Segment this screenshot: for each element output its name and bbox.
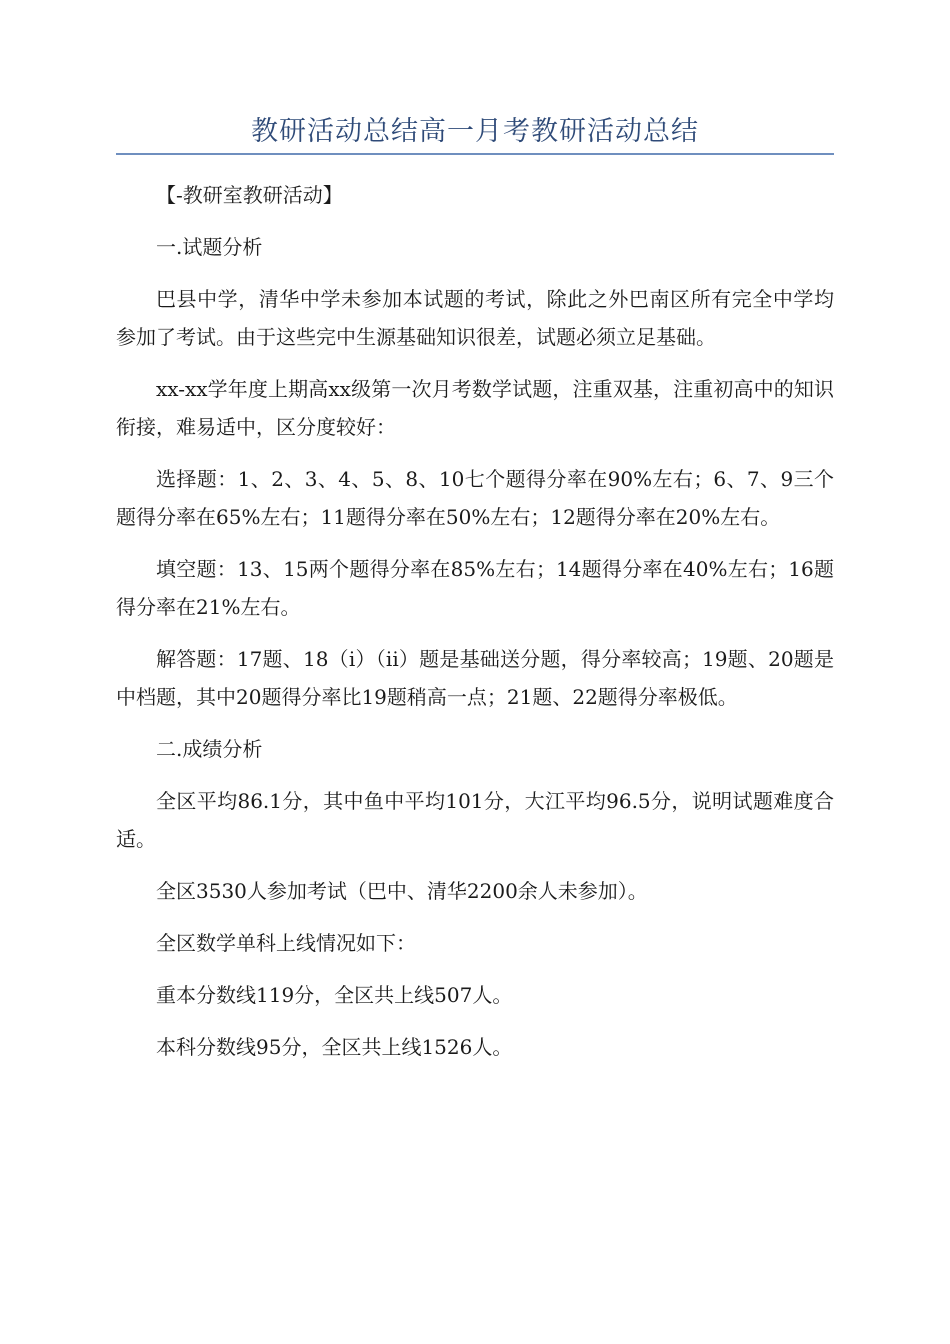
paragraph: 全区平均86.1分，其中鱼中平均101分，大江平均96.5分，说明试题难度合适。 [116, 789, 834, 851]
paragraph: xx-xx学年度上期高xx级第一次月考数学试题，注重双基，注重初高中的知识衔接，难易适中，区分度较好： [116, 377, 834, 439]
heading-question-analysis: 一.试题分析 [156, 235, 263, 259]
paragraph: 本科分数线95分，全区共上线1526人。 [156, 1035, 513, 1059]
paragraph: 填空题：13、15两个题得分率在85%左右；14题得分率在40%左右；16题得分率在21%左右。 [116, 557, 834, 619]
paragraph: 重本分数线119分，全区共上线507人。 [156, 983, 513, 1007]
paragraph: 巴县中学，清华中学未参加本试题的考试，除此之外巴南区所有完全中学均参加了考试。由于这些完中生源基础知识很差，试题必须立足基础。 [116, 287, 834, 349]
document-body [116, 176, 834, 1080]
paragraph: 解答题：17题、18（i）（ii）题是基础送分题，得分率较高；19题、20题是中档题，其中20题得分率比19题稍高一点；21题、22题得分率极低。 [116, 647, 834, 709]
title-underline [116, 153, 834, 155]
section-tag: 【-教研室教研活动】 [156, 183, 343, 207]
paragraph: 全区3530人参加考试（巴中、清华2200余人未参加）。 [156, 879, 648, 903]
paragraph: 选择题：1、2、3、4、5、8、10七个题得分率在90%左右；6、7、9三个题得分率在65%左右；11题得分率在50%左右；12题得分率在20%左右。 [116, 467, 834, 529]
document-title: 教研活动总结高一月考教研活动总结 [251, 116, 699, 147]
heading-score-analysis: 二.成绩分析 [156, 737, 263, 761]
paragraph: 全区数学单科上线情况如下： [156, 931, 416, 955]
